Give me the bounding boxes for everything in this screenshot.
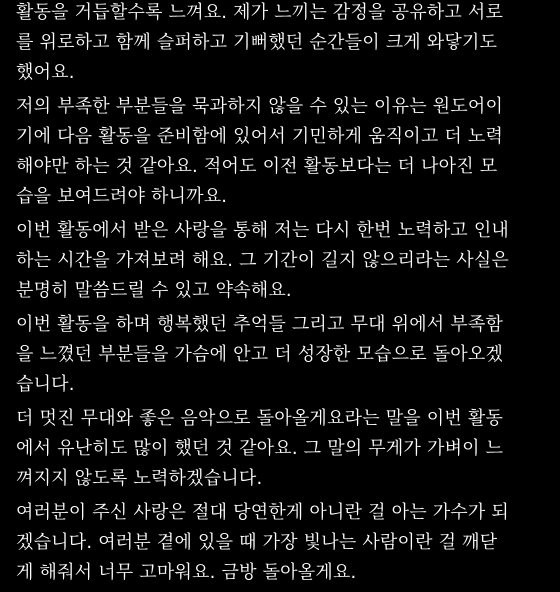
text-line: 이번 활동을 하며 행복했던 추억들 그리고 무대 위에서 부족함 bbox=[16, 314, 504, 335]
text-line: 껴지지 않도록 노력하겠습니다. bbox=[16, 468, 263, 489]
text-line: 했어요. bbox=[16, 62, 75, 83]
text-line: 해야만 하는 것 같아요. 적어도 이전 활동보다는 더 나아진 모 bbox=[16, 156, 498, 177]
text-line: 를 위로하고 함께 슬퍼하고 기뻐했던 순간들이 크게 와닿기도 bbox=[16, 32, 498, 53]
text-line: 게 해줘서 너무 고마워요. 금방 돌아올게요. bbox=[16, 562, 357, 583]
text-line: 습을 보여드려야 하니까요. bbox=[16, 186, 228, 207]
text-line: 기에 다음 활동을 준비함에 있어서 기민하게 움직이고 더 노력 bbox=[16, 126, 504, 147]
text-line: 에서 유난히도 많이 했던 것 같아요. 그 말의 무게가 가벼이 느 bbox=[16, 438, 504, 459]
paragraph-5 bbox=[0, 404, 560, 494]
text-line: 을 느꼈던 부분들을 가슴에 안고 더 성장한 모습으로 돌아오겠 bbox=[16, 344, 504, 365]
paragraph-1 bbox=[0, 0, 560, 88]
text-line: 하는 시간을 가져보려 해요. 그 기간이 길지 않으리라는 사실은 bbox=[16, 250, 509, 271]
text-line: 더 멋진 무대와 좋은 음악으로 돌아올게요라는 말을 이번 활동 bbox=[16, 408, 504, 429]
text-line: 여러분이 주신 사랑은 절대 당연한게 아니란 걸 아는 가수가 되 bbox=[16, 502, 509, 523]
text-line: 활동을 거듭할수록 느껴요. 제가 느끼는 감정을 공유하고 서로 bbox=[16, 2, 504, 23]
paragraph-2 bbox=[0, 92, 560, 212]
paragraph-6 bbox=[0, 498, 560, 588]
text-line: 저의 부족한 부분들을 묵과하지 않을 수 있는 이유는 원도어이 bbox=[16, 96, 504, 117]
paragraph-3 bbox=[0, 216, 560, 306]
text-line: 습니다. bbox=[16, 374, 75, 395]
text-line: 겠습니다. 여러분 곁에 있을 때 가장 빛나는 사람이란 걸 깨닫 bbox=[16, 532, 498, 553]
text-line: 분명히 말씀드릴 수 있고 약속해요. bbox=[16, 280, 292, 301]
text-line: 이번 활동에서 받은 사랑을 통해 저는 다시 한번 노력하고 인내 bbox=[16, 220, 509, 241]
paragraph-4 bbox=[0, 310, 560, 400]
